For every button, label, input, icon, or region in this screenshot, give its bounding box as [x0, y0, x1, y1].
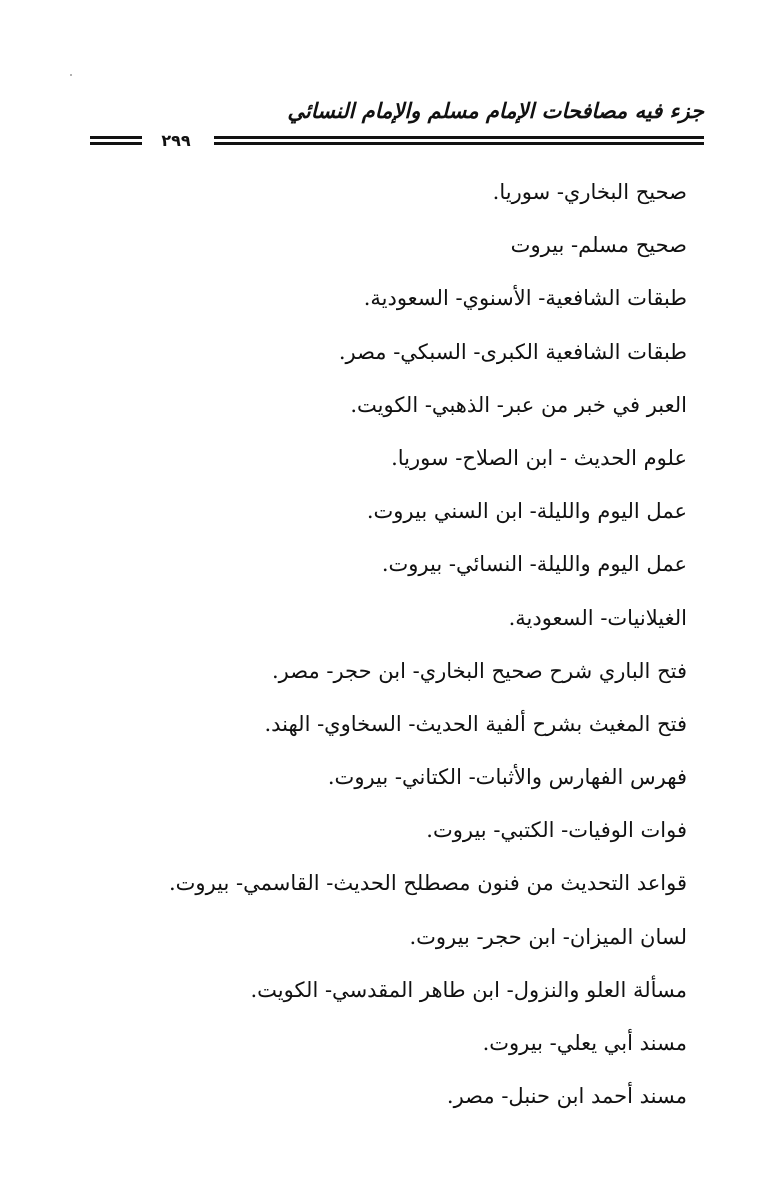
page-number: ٢٩٩	[161, 131, 191, 150]
bibliography-entry: صحيح مسلم- بيروت	[510, 233, 687, 258]
bibliography-entry: عمل اليوم والليلة- ابن السني بيروت.	[366, 499, 687, 524]
header-rule-left-top	[90, 136, 142, 139]
bibliography-entry: طبقات الشافعية الكبرى- السبكي- مصر.	[338, 339, 687, 364]
bibliography-entry: مسند أبي يعلي- بيروت.	[482, 1031, 687, 1055]
bibliography-entry: لسان الميزان- ابن حجر- بيروت.	[409, 924, 687, 949]
bibliography-entry: فهرس الفهارس والأثبات- الكتاني- بيروت.	[327, 765, 687, 790]
bibliography-entry: العبر في خبر من عبر- الذهبي- الكويت.	[350, 392, 687, 417]
bibliography-entry: الغيلانيات- السعودية.	[508, 605, 687, 630]
bibliography-entry: صحيح البخاري- سوريا.	[492, 180, 687, 204]
scan-speck	[70, 74, 72, 76]
running-title: جزء فيه مصافحات الإمام مسلم والإمام النسائي	[287, 98, 704, 123]
bibliography-entry: فوات الوفيات- الكتبي- بيروت.	[426, 818, 687, 843]
bibliography-entry: مسألة العلو والنزول- ابن طاهر المقدسي- الكويت.	[250, 977, 687, 1002]
header-rule-right-bottom	[214, 142, 704, 145]
bibliography-entry: عمل اليوم والليلة- النسائي- بيروت.	[381, 552, 687, 577]
bibliography-entry: مسند أحمد ابن حنبل- مصر.	[446, 1084, 687, 1109]
bibliography-entry: فتح المغيث بشرح ألفية الحديث- السخاوي- الهند.	[264, 711, 687, 736]
bibliography-entry: فتح الباري شرح صحيح البخاري- ابن حجر- مصر.	[271, 658, 687, 683]
header-rule-left-bottom	[90, 142, 142, 145]
bibliography-entry: طبقات الشافعية- الأسنوي- السعودية.	[363, 286, 687, 311]
bibliography-list	[87, 166, 687, 1123]
bibliography-entry: علوم الحديث - ابن الصلاح- سوريا.	[391, 445, 687, 470]
bibliography-entry: قواعد التحديث من فنون مصطلح الحديث- القاسمي- بيروت.	[168, 871, 687, 896]
header-rule-right-top	[214, 136, 704, 139]
